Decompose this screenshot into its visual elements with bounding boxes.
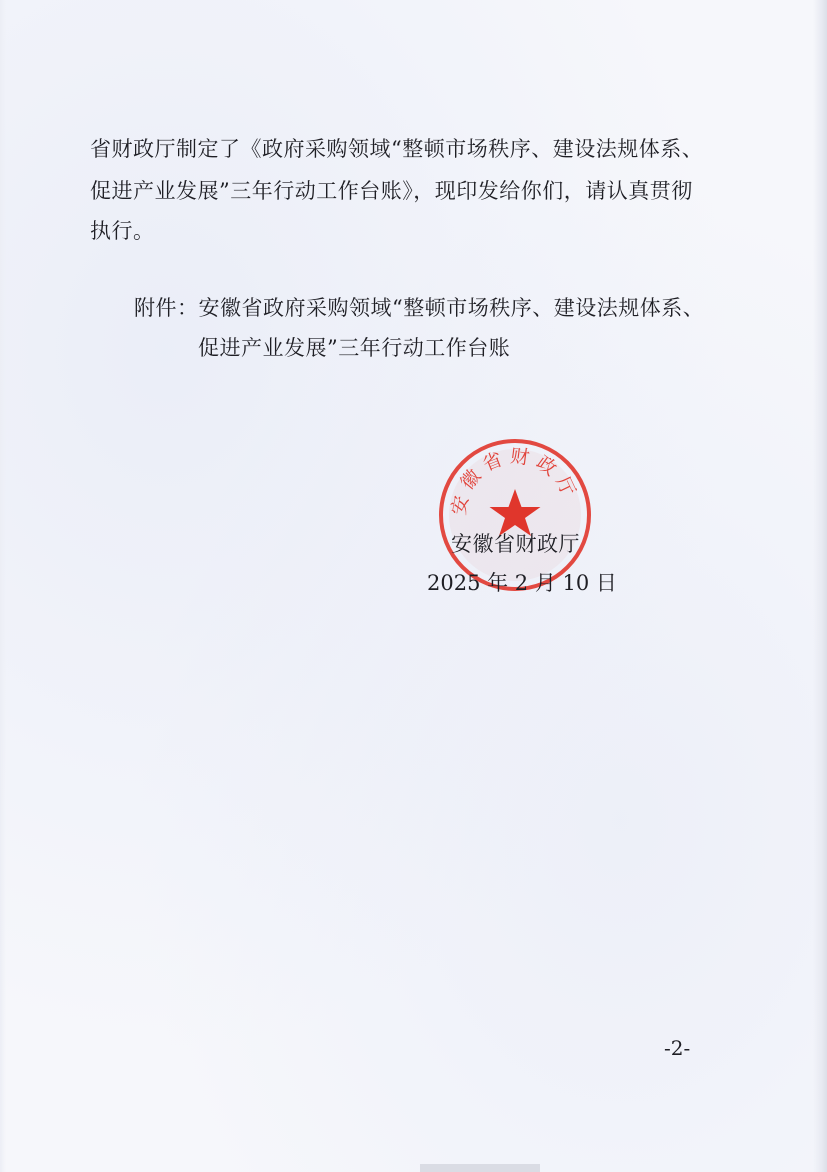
issue-date: 2025 年 2 月 10 日 xyxy=(427,571,617,595)
page-number: -2- xyxy=(664,1036,691,1060)
attachment-line: 附件：安徽省政府采购领域“整顿市场秩序、建设法规体系、 xyxy=(134,296,705,320)
body-text-line: 执行。 xyxy=(90,219,155,243)
issuer-name: 安徽省财政厅 xyxy=(451,532,580,556)
scan-edge-left xyxy=(0,0,6,1172)
attachment-line: 促进产业发展”三年行动工作台账 xyxy=(198,336,511,360)
official-seal-stamp xyxy=(437,437,593,593)
body-text-line: 省财政厅制定了《政府采购领域“整顿市场秩序、建设法规体系、 xyxy=(90,137,704,161)
scan-edge-bottom xyxy=(420,1164,540,1172)
scan-edge-right xyxy=(813,0,827,1172)
body-text-line: 促进产业发展”三年行动工作台账》，现印发给你们，请认真贯彻 xyxy=(90,179,693,203)
svg-text:安徽省财政厅: 安徽省财政厅 xyxy=(447,445,582,517)
